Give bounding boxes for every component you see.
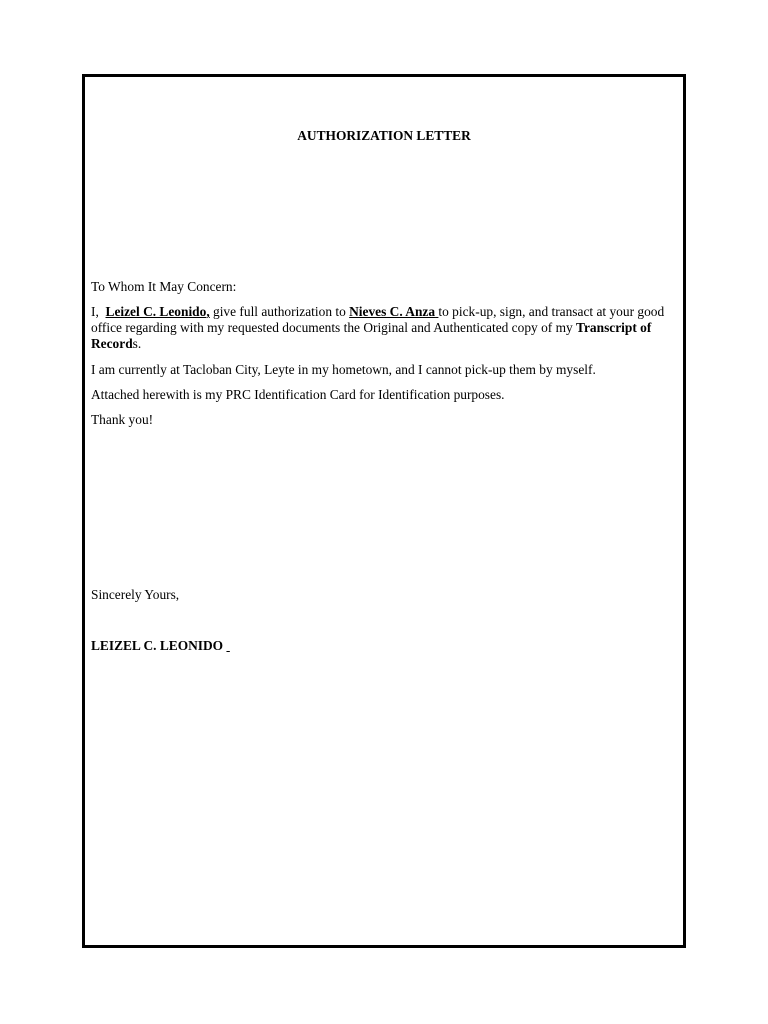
page-border <box>82 74 686 948</box>
closing-line: Sincerely Yours, <box>91 587 180 602</box>
principal-comma: , <box>206 304 210 319</box>
principal-name: Leizel C. Leonido, <box>105 304 210 319</box>
body-suffix: s. <box>132 336 142 351</box>
signature-name: LEIZEL C. LEONIDO <box>91 638 677 654</box>
thanks-line: Thank you! <box>91 412 154 427</box>
authorization-paragraph <box>91 304 677 352</box>
signature-underline <box>226 638 229 653</box>
letter-title: AUTHORIZATION LETTER <box>297 128 471 143</box>
body-prefix: I, <box>91 304 99 319</box>
body-mid2: to pick-up, sign, and transact at your good office regarding with my requested documents the Original and Authenticated copy of my <box>91 304 665 335</box>
salutation: To Whom It May Concern: <box>91 279 237 294</box>
attachment-paragraph: Attached herewith is my PRC Identification Card for Identification purposes. <box>91 387 505 402</box>
body-mid1: give full authorization to <box>209 304 346 319</box>
location-paragraph: I am currently at Tacloban City, Leyte in my hometown, and I cannot pick-up them by myself. <box>91 362 596 377</box>
document-name: Transcript of Record <box>91 320 652 351</box>
agent-name: Nieves C. Anza <box>349 304 436 319</box>
